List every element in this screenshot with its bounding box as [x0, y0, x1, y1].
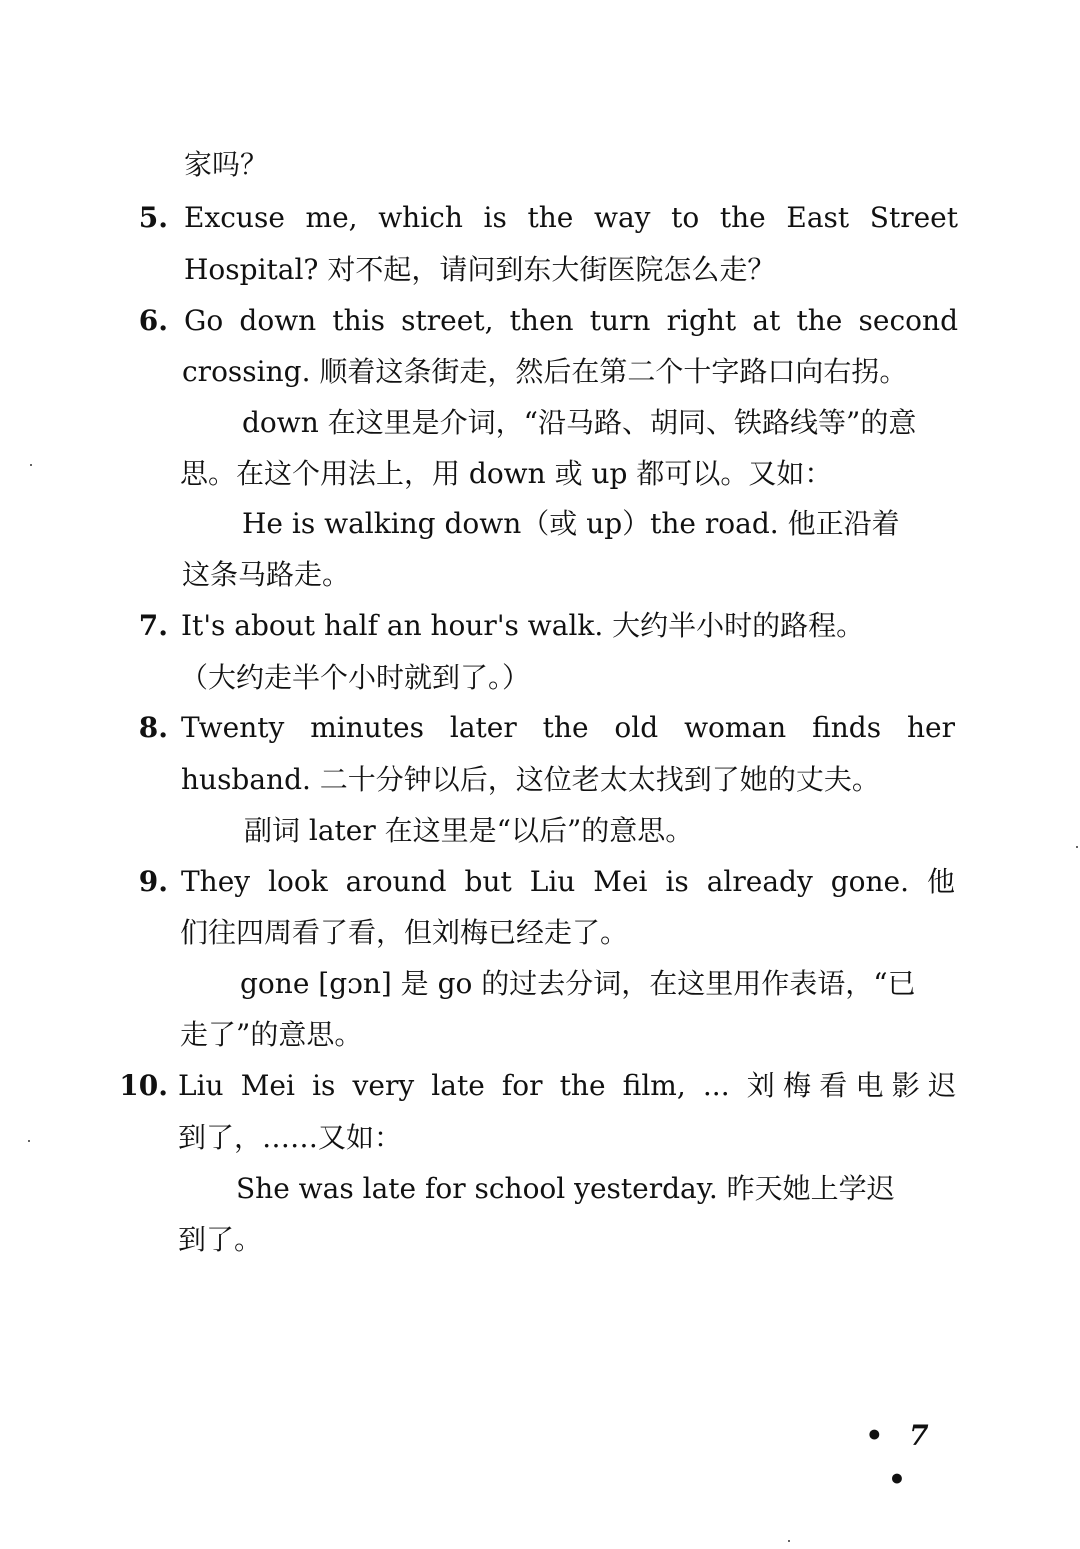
line-text: 副词 later 在这里是“以后”的意思。 — [244, 814, 694, 847]
line-text: down 在这里是介词，“沿马路、胡同、铁路线等”的意 — [242, 406, 917, 439]
line-text: Twenty minutes later the old woman finds her — [181, 711, 955, 744]
item-number: 10. — [119, 1069, 168, 1102]
line-text: They look around but Liu Mei is already gone. 他 — [181, 865, 955, 898]
line-text: Excuse me, which is the way to the East Street — [184, 201, 958, 234]
text-line — [0, 553, 1080, 597]
line-text: She was late for school yesterday. 昨天她上学迟 — [236, 1172, 895, 1205]
line-text: 思。在这个用法上，用 down 或 up 都可以。又如： — [180, 457, 833, 490]
line-text: （大约走半个小时就到了。） — [180, 661, 531, 694]
text-line — [0, 1116, 1080, 1160]
line-text: Hospital? 对不起，请问到东大街医院怎么走？ — [184, 253, 776, 286]
example-line — [0, 502, 1080, 546]
text-line — [0, 1013, 1080, 1057]
line-text: 家吗？ — [184, 148, 269, 181]
scan-speck — [30, 464, 32, 466]
page-number: • 7 • — [865, 1419, 937, 1496]
item-number: 5. — [138, 201, 168, 234]
note-line — [0, 962, 1080, 1006]
text-line — [0, 1218, 1080, 1262]
line-text: 走了”的意思。 — [180, 1018, 363, 1051]
text-line — [0, 911, 1080, 955]
text-line — [0, 656, 1080, 700]
item-number: 7. — [138, 609, 168, 642]
item-number: 9. — [138, 865, 168, 898]
list-item — [0, 706, 1080, 750]
scan-speck — [788, 1540, 790, 1542]
list-item — [0, 1064, 1080, 1108]
list-item — [0, 299, 1080, 343]
list-item — [0, 860, 1080, 904]
scan-speck — [1076, 846, 1078, 848]
line-text: husband. 二十分钟以后，这位老太太找到了她的丈夫。 — [181, 763, 880, 796]
text-line — [0, 143, 1080, 187]
note-line — [0, 809, 1080, 853]
item-number: 8. — [138, 711, 168, 744]
scan-speck — [28, 1140, 30, 1142]
line-text: gone [gɔn] 是 go 的过去分词，在这里用作表语，“已 — [240, 967, 916, 1000]
text-line — [0, 452, 1080, 496]
line-text: Liu Mei is very late for the film, ... 刘梅看电影迟 — [178, 1069, 956, 1102]
line-text: It's about half an hour's walk. 大约半小时的路程。 — [181, 609, 865, 642]
line-text: Go down this street, then turn right at the second — [184, 304, 958, 337]
line-text: He is walking down（或 up）the road. 他正沿着 — [242, 507, 900, 540]
list-item — [0, 604, 1080, 648]
list-item — [0, 196, 1080, 240]
example-line — [0, 1167, 1080, 1211]
line-text: 到了。 — [178, 1223, 263, 1256]
line-text: 到了，……又如： — [178, 1121, 403, 1154]
text-line — [0, 758, 1080, 802]
text-line — [0, 350, 1080, 394]
note-line — [0, 401, 1080, 445]
line-text: crossing. 顺着这条街走，然后在第二个十字路口向右拐。 — [182, 355, 908, 388]
line-text: 这条马路走。 — [182, 558, 351, 591]
text-line — [0, 248, 1080, 292]
line-text: 们往四周看了看，但刘梅已经走了。 — [180, 916, 629, 949]
item-number: 6. — [138, 304, 168, 337]
